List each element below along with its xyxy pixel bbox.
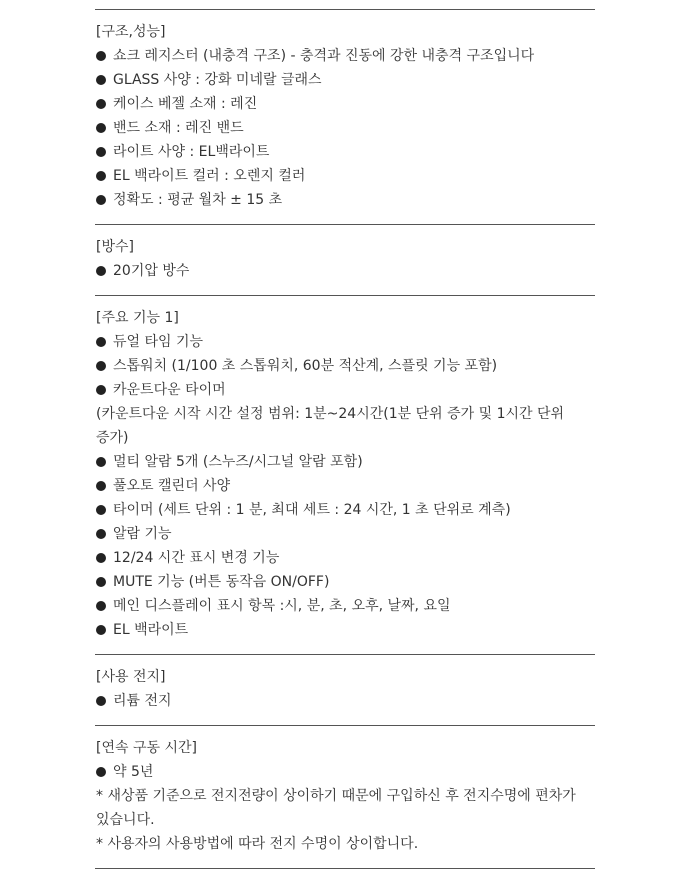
line-text: 20기압 방수 <box>113 263 190 279</box>
line-text: 스톱워치 (1/100 초 스톱워치, 60분 적산계, 스플릿 기능 포함) <box>113 358 498 374</box>
section-divider <box>95 295 595 296</box>
bullet-icon <box>96 505 106 515</box>
spec-item <box>96 498 616 522</box>
line-text: 증가) <box>96 430 129 446</box>
section-divider <box>95 9 595 10</box>
spec-item <box>96 92 616 116</box>
section-divider <box>95 224 595 225</box>
spec-item <box>96 760 616 784</box>
line-text: [사용 전지] <box>96 669 166 685</box>
spec-item <box>96 140 616 164</box>
spec-item <box>96 618 616 642</box>
line-text: (카운트다운 시작 시간 설정 범위: 1분~24시간(1분 단위 증가 및 1시간 단위 <box>96 406 565 422</box>
line-text: [연속 구동 시간] <box>96 740 197 756</box>
section-divider <box>95 654 595 655</box>
spec-item <box>96 330 616 354</box>
spec-item <box>96 546 616 570</box>
bullet-icon <box>96 696 106 706</box>
spec-item <box>96 68 616 92</box>
spec-note <box>96 808 616 832</box>
line-text: [구조,성능] <box>96 24 166 40</box>
line-text: [주요 기능 1] <box>96 310 179 326</box>
bullet-icon <box>96 51 106 61</box>
section-divider <box>95 725 595 726</box>
spec-item <box>96 450 616 474</box>
spec-item <box>96 689 616 713</box>
spec-note <box>96 402 616 426</box>
bullet-icon <box>96 481 106 491</box>
bullet-icon <box>96 529 106 539</box>
bullet-icon <box>96 171 106 181</box>
bullet-icon <box>96 577 106 587</box>
bullet-icon <box>96 99 106 109</box>
bullet-icon <box>96 457 106 467</box>
line-text: GLASS 사양 : 강화 미네랄 글래스 <box>113 72 322 88</box>
line-text: 듀얼 타임 기능 <box>113 334 204 350</box>
section-divider <box>95 868 595 869</box>
spec-note <box>96 426 616 450</box>
line-text: 카운트다운 타이머 <box>113 382 226 398</box>
bullet-icon <box>96 601 106 611</box>
line-text: 알람 기능 <box>113 526 172 542</box>
line-text: 밴드 소재 : 레진 밴드 <box>113 120 244 136</box>
bullet-icon <box>96 75 106 85</box>
section-heading <box>96 306 616 330</box>
line-text: 약 5년 <box>113 764 154 780</box>
line-text: * 새상품 기준으로 전지전량이 상이하기 때문에 구입하신 후 전지수명에 편차가 <box>96 788 576 804</box>
bullet-icon <box>96 361 106 371</box>
section-heading <box>96 665 616 689</box>
spec-item <box>96 188 616 212</box>
line-text: 쇼크 레지스터 (내충격 구조) - 충격과 진동에 강한 내충격 구조입니다 <box>113 48 535 64</box>
bullet-icon <box>96 625 106 635</box>
spec-item <box>96 116 616 140</box>
spec-note <box>96 784 616 808</box>
spec-item <box>96 522 616 546</box>
spec-item <box>96 594 616 618</box>
bullet-icon <box>96 123 106 133</box>
line-text: 정확도 : 평균 월차 ± 15 초 <box>113 192 283 208</box>
spec-item <box>96 259 616 283</box>
bullet-icon <box>96 553 106 563</box>
line-text: 메인 디스플레이 표시 항목 :시, 분, 초, 오후, 날짜, 요일 <box>113 598 451 614</box>
bullet-icon <box>96 195 106 205</box>
bullet-icon <box>96 147 106 157</box>
line-text: 멀티 알람 5개 (스누즈/시그널 알람 포함) <box>113 454 363 470</box>
line-text: 리튬 전지 <box>113 693 172 709</box>
line-text: EL 백라이트 컬러 : 오렌지 컬러 <box>113 168 306 184</box>
line-text: * 사용자의 사용방법에 따라 전지 수명이 상이합니다. <box>96 836 419 852</box>
section-heading <box>96 20 616 44</box>
spec-item <box>96 164 616 188</box>
spec-note <box>96 832 616 856</box>
bullet-icon <box>96 385 106 395</box>
bullet-icon <box>96 337 106 347</box>
spec-item <box>96 44 616 68</box>
line-text: 타이머 (세트 단위 : 1 분, 최대 세트 : 24 시간, 1 초 단위로 계측) <box>113 502 511 518</box>
spec-item <box>96 474 616 498</box>
spec-item <box>96 378 616 402</box>
line-text: 12/24 시간 표시 변경 기능 <box>113 550 280 566</box>
spec-item <box>96 570 616 594</box>
line-text: MUTE 기능 (버튼 동작음 ON/OFF) <box>113 574 330 590</box>
line-text: 풀오토 캘린더 사양 <box>113 478 231 494</box>
bullet-icon <box>96 767 106 777</box>
line-text: [방수] <box>96 239 134 255</box>
line-text: 있습니다. <box>96 812 155 828</box>
line-text: 케이스 베젤 소재 : 레진 <box>113 96 258 112</box>
spec-item <box>96 354 616 378</box>
section-heading <box>96 736 616 760</box>
bullet-icon <box>96 266 106 276</box>
section-heading <box>96 235 616 259</box>
line-text: EL 백라이트 <box>113 622 189 638</box>
line-text: 라이트 사양 : EL백라이트 <box>113 144 270 160</box>
